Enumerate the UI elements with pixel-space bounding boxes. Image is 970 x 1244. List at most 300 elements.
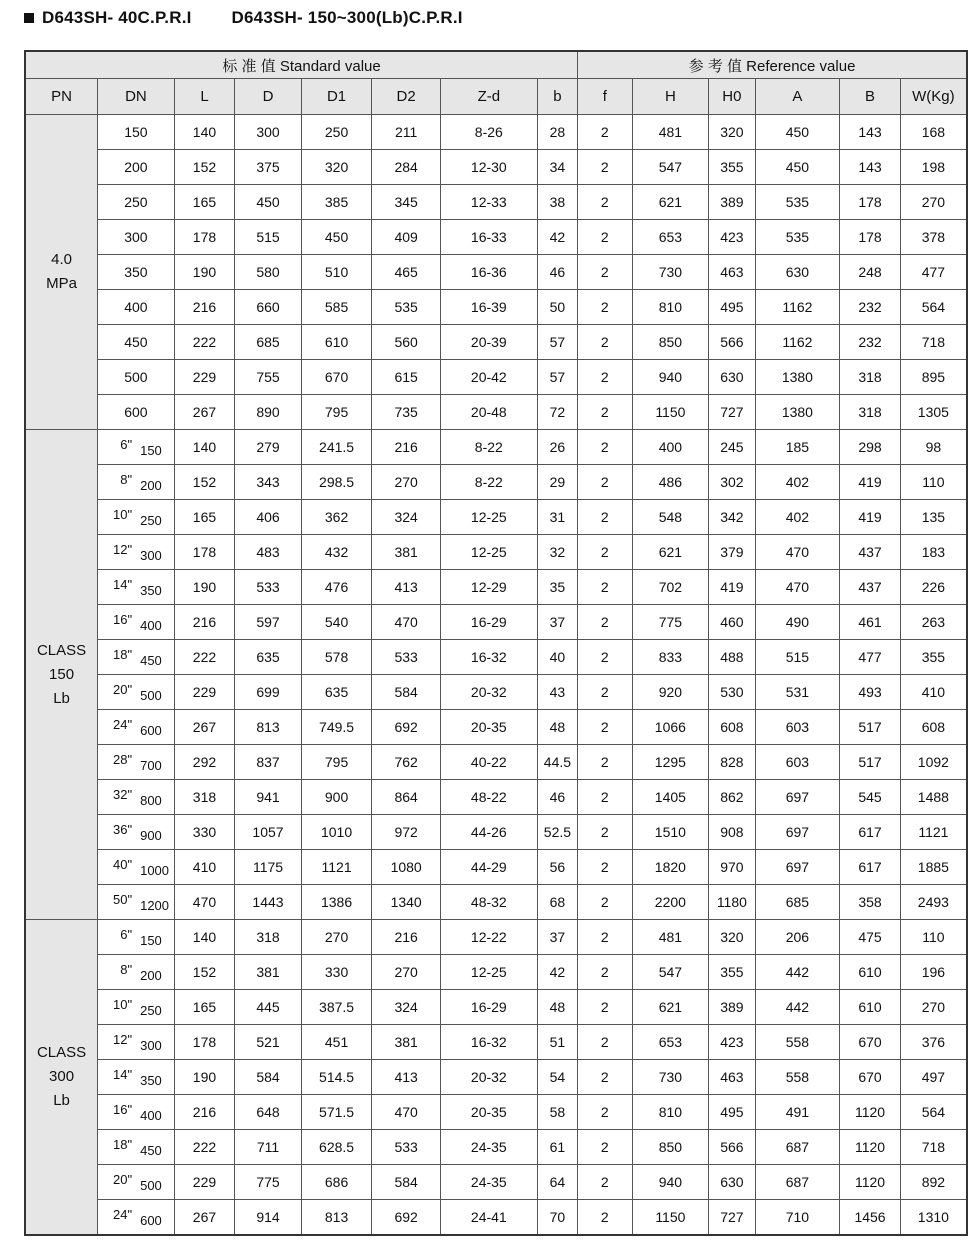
cell-d2: 381 xyxy=(372,1025,441,1060)
cell-h: 1820 xyxy=(632,850,709,885)
cell-d2: 413 xyxy=(372,570,441,605)
cell-b-ref: 143 xyxy=(840,115,901,150)
cell-f: 2 xyxy=(578,185,632,220)
cell-d: 711 xyxy=(235,1130,302,1165)
table-row xyxy=(25,150,967,185)
cell-d1: 628.5 xyxy=(301,1130,372,1165)
cell-zd: 16-29 xyxy=(440,605,537,640)
cell-a: 558 xyxy=(755,1025,840,1060)
cell-b: 40 xyxy=(537,640,577,675)
table-row xyxy=(25,570,967,605)
cell-weight: 1305 xyxy=(900,395,967,430)
cell-f: 2 xyxy=(578,430,632,465)
cell-h: 810 xyxy=(632,1095,709,1130)
cell-d: 584 xyxy=(235,1060,302,1095)
cell-b: 26 xyxy=(537,430,577,465)
dn-mm-value: 250 xyxy=(124,194,148,210)
cell-f: 2 xyxy=(578,1200,632,1236)
cell-weight: 270 xyxy=(900,185,967,220)
col-header-f: f xyxy=(578,79,632,115)
pn-cell xyxy=(25,115,98,430)
cell-a: 515 xyxy=(755,640,840,675)
pn-cell xyxy=(25,430,98,920)
cell-l: 267 xyxy=(174,395,235,430)
cell-h0: 1180 xyxy=(709,885,755,920)
cell-b: 38 xyxy=(537,185,577,220)
cell-l: 229 xyxy=(174,360,235,395)
cell-a: 450 xyxy=(755,150,840,185)
cell-l: 216 xyxy=(174,1095,235,1130)
dn-cell xyxy=(98,150,175,185)
cell-a: 603 xyxy=(755,745,840,780)
cell-zd: 20-32 xyxy=(440,675,537,710)
cell-b: 29 xyxy=(537,465,577,500)
cell-d1: 571.5 xyxy=(301,1095,372,1130)
table-row xyxy=(25,710,967,745)
table-row xyxy=(25,1130,967,1165)
col-header-d: D xyxy=(235,79,302,115)
dn-mm-value: 800 xyxy=(140,792,162,808)
pn-label-line: Lb xyxy=(53,689,70,707)
bullet-square-icon xyxy=(24,13,34,23)
cell-a: 710 xyxy=(755,1200,840,1236)
table-row xyxy=(25,780,967,815)
table-row xyxy=(25,290,967,325)
cell-f: 2 xyxy=(578,150,632,185)
cell-zd: 16-33 xyxy=(440,220,537,255)
cell-d: 483 xyxy=(235,535,302,570)
cell-b-ref: 517 xyxy=(840,745,901,780)
cell-a: 185 xyxy=(755,430,840,465)
cell-zd: 12-25 xyxy=(440,500,537,535)
dn-cell xyxy=(98,535,175,570)
dn-cell xyxy=(98,255,175,290)
table-row xyxy=(25,360,967,395)
cell-l: 190 xyxy=(174,1060,235,1095)
cell-d: 406 xyxy=(235,500,302,535)
dn-mm-value: 300 xyxy=(140,1037,162,1053)
cell-b: 37 xyxy=(537,920,577,955)
cell-d2: 584 xyxy=(372,675,441,710)
dn-cell xyxy=(98,395,175,430)
cell-weight: 2493 xyxy=(900,885,967,920)
dn-mm-value: 350 xyxy=(124,264,148,280)
cell-b-ref: 1120 xyxy=(840,1130,901,1165)
dn-cell xyxy=(98,290,175,325)
cell-d2: 972 xyxy=(372,815,441,850)
dn-inch-value: 18" xyxy=(113,646,133,662)
cell-a: 558 xyxy=(755,1060,840,1095)
cell-weight: 564 xyxy=(900,290,967,325)
cell-h: 1510 xyxy=(632,815,709,850)
cell-zd: 16-39 xyxy=(440,290,537,325)
dn-inch-value: 12" xyxy=(113,1031,133,1047)
cell-f: 2 xyxy=(578,325,632,360)
cell-d2: 533 xyxy=(372,640,441,675)
cell-d2: 270 xyxy=(372,955,441,990)
cell-b: 37 xyxy=(537,605,577,640)
cell-h0: 530 xyxy=(709,675,755,710)
col-header-dn: DN xyxy=(98,79,175,115)
cell-zd: 12-22 xyxy=(440,920,537,955)
table-row xyxy=(25,220,967,255)
cell-weight: 168 xyxy=(900,115,967,150)
dn-mm-value: 250 xyxy=(140,512,162,528)
page-title xyxy=(24,6,463,30)
cell-a: 630 xyxy=(755,255,840,290)
cell-f: 2 xyxy=(578,115,632,150)
col-header-d2: D2 xyxy=(372,79,441,115)
cell-weight: 98 xyxy=(900,430,967,465)
cell-zd: 12-25 xyxy=(440,535,537,570)
cell-h: 400 xyxy=(632,430,709,465)
cell-d2: 465 xyxy=(372,255,441,290)
dn-mm-value: 450 xyxy=(140,652,162,668)
cell-weight: 263 xyxy=(900,605,967,640)
cell-b: 58 xyxy=(537,1095,577,1130)
dn-mm-value: 150 xyxy=(124,124,148,140)
cell-b: 57 xyxy=(537,325,577,360)
cell-zd: 48-22 xyxy=(440,780,537,815)
cell-d: 775 xyxy=(235,1165,302,1200)
cell-d1: 362 xyxy=(301,500,372,535)
cell-b: 31 xyxy=(537,500,577,535)
cell-a: 450 xyxy=(755,115,840,150)
cell-l: 140 xyxy=(174,920,235,955)
cell-f: 2 xyxy=(578,1025,632,1060)
dn-cell xyxy=(98,675,175,710)
cell-zd: 12-30 xyxy=(440,150,537,185)
dn-cell xyxy=(98,920,175,955)
cell-zd: 8-22 xyxy=(440,465,537,500)
dn-cell xyxy=(98,1060,175,1095)
cell-h: 486 xyxy=(632,465,709,500)
dn-inch-value: 24" xyxy=(113,1206,133,1222)
col-header-weight: W(Kg) xyxy=(900,79,967,115)
col-header-zd: Z-d xyxy=(440,79,537,115)
cell-b-ref: 318 xyxy=(840,395,901,430)
dn-inch-value: 20" xyxy=(113,1171,133,1187)
table-row xyxy=(25,255,967,290)
cell-l: 178 xyxy=(174,220,235,255)
dn-mm-value: 500 xyxy=(140,1177,162,1193)
cell-h: 548 xyxy=(632,500,709,535)
cell-a: 531 xyxy=(755,675,840,710)
cell-d1: 578 xyxy=(301,640,372,675)
cell-b-ref: 461 xyxy=(840,605,901,640)
cell-d: 837 xyxy=(235,745,302,780)
cell-weight: 1488 xyxy=(900,780,967,815)
dn-cell xyxy=(98,885,175,920)
spec-table xyxy=(24,50,968,1236)
cell-zd: 40-22 xyxy=(440,745,537,780)
cell-d1: 610 xyxy=(301,325,372,360)
cell-d1: 585 xyxy=(301,290,372,325)
cell-l: 165 xyxy=(174,990,235,1025)
cell-weight: 110 xyxy=(900,465,967,500)
cell-d1: 900 xyxy=(301,780,372,815)
cell-f: 2 xyxy=(578,745,632,780)
cell-weight: 270 xyxy=(900,990,967,1025)
cell-d2: 470 xyxy=(372,1095,441,1130)
cell-b-ref: 610 xyxy=(840,955,901,990)
cell-d1: 241.5 xyxy=(301,430,372,465)
cell-b-ref: 358 xyxy=(840,885,901,920)
pn-label-line: 150 xyxy=(49,665,75,683)
cell-weight: 895 xyxy=(900,360,967,395)
cell-zd: 16-32 xyxy=(440,1025,537,1060)
table-row xyxy=(25,815,967,850)
cell-b: 51 xyxy=(537,1025,577,1060)
cell-h: 940 xyxy=(632,1165,709,1200)
cell-d1: 450 xyxy=(301,220,372,255)
cell-b: 50 xyxy=(537,290,577,325)
cell-l: 140 xyxy=(174,115,235,150)
cell-d2: 584 xyxy=(372,1165,441,1200)
cell-d2: 470 xyxy=(372,605,441,640)
cell-b: 61 xyxy=(537,1130,577,1165)
table-row xyxy=(25,465,967,500)
cell-d2: 1080 xyxy=(372,850,441,885)
cell-b-ref: 248 xyxy=(840,255,901,290)
dn-cell xyxy=(98,640,175,675)
cell-b-ref: 298 xyxy=(840,430,901,465)
dn-inch-value: 12" xyxy=(113,541,133,557)
dn-cell xyxy=(98,1130,175,1165)
cell-f: 2 xyxy=(578,955,632,990)
cell-b: 44.5 xyxy=(537,745,577,780)
cell-b: 32 xyxy=(537,535,577,570)
dn-cell xyxy=(98,1165,175,1200)
col-header-b: b xyxy=(537,79,577,115)
cell-h0: 727 xyxy=(709,1200,755,1236)
dn-mm-value: 400 xyxy=(140,1107,162,1123)
cell-d2: 324 xyxy=(372,500,441,535)
cell-l: 267 xyxy=(174,710,235,745)
cell-h0: 355 xyxy=(709,955,755,990)
cell-d: 445 xyxy=(235,990,302,1025)
cell-weight: 1310 xyxy=(900,1200,967,1236)
cell-b: 42 xyxy=(537,220,577,255)
cell-b: 46 xyxy=(537,255,577,290)
cell-d2: 211 xyxy=(372,115,441,150)
cell-l: 152 xyxy=(174,150,235,185)
cell-d: 381 xyxy=(235,955,302,990)
cell-h: 621 xyxy=(632,535,709,570)
dn-mm-value: 900 xyxy=(140,827,162,843)
table-row xyxy=(25,325,967,360)
cell-d: 699 xyxy=(235,675,302,710)
cell-d2: 762 xyxy=(372,745,441,780)
cell-weight: 1885 xyxy=(900,850,967,885)
cell-h: 850 xyxy=(632,1130,709,1165)
cell-f: 2 xyxy=(578,535,632,570)
cell-d2: 413 xyxy=(372,1060,441,1095)
cell-b-ref: 517 xyxy=(840,710,901,745)
cell-b-ref: 437 xyxy=(840,570,901,605)
cell-zd: 16-32 xyxy=(440,640,537,675)
dn-cell xyxy=(98,605,175,640)
cell-b: 34 xyxy=(537,150,577,185)
cell-f: 2 xyxy=(578,220,632,255)
cell-zd: 20-42 xyxy=(440,360,537,395)
cell-f: 2 xyxy=(578,850,632,885)
cell-d: 279 xyxy=(235,430,302,465)
cell-b-ref: 1120 xyxy=(840,1095,901,1130)
dn-mm-value: 600 xyxy=(124,404,148,420)
cell-a: 1380 xyxy=(755,360,840,395)
cell-zd: 20-35 xyxy=(440,710,537,745)
cell-b-ref: 178 xyxy=(840,185,901,220)
cell-d: 375 xyxy=(235,150,302,185)
cell-d: 1057 xyxy=(235,815,302,850)
cell-d1: 514.5 xyxy=(301,1060,372,1095)
cell-h0: 862 xyxy=(709,780,755,815)
table-row xyxy=(25,955,967,990)
cell-d2: 560 xyxy=(372,325,441,360)
cell-d2: 409 xyxy=(372,220,441,255)
cell-h: 1150 xyxy=(632,1200,709,1236)
cell-b: 54 xyxy=(537,1060,577,1095)
cell-f: 2 xyxy=(578,640,632,675)
table-row xyxy=(25,675,967,710)
cell-l: 190 xyxy=(174,255,235,290)
cell-h: 547 xyxy=(632,955,709,990)
cell-f: 2 xyxy=(578,605,632,640)
cell-d2: 864 xyxy=(372,780,441,815)
cell-d1: 670 xyxy=(301,360,372,395)
table-row xyxy=(25,920,967,955)
dn-inch-value: 20" xyxy=(113,681,133,697)
dn-mm-value: 350 xyxy=(140,1072,162,1088)
cell-h: 621 xyxy=(632,185,709,220)
cell-b-ref: 617 xyxy=(840,815,901,850)
dn-inch-value: 6" xyxy=(120,926,133,942)
cell-weight: 1121 xyxy=(900,815,967,850)
cell-d1: 476 xyxy=(301,570,372,605)
cell-h0: 488 xyxy=(709,640,755,675)
pn-label-line: CLASS xyxy=(36,641,87,659)
cell-h0: 566 xyxy=(709,1130,755,1165)
dn-cell xyxy=(98,815,175,850)
cell-weight: 718 xyxy=(900,325,967,360)
cell-d1: 298.5 xyxy=(301,465,372,500)
cell-h0: 423 xyxy=(709,220,755,255)
cell-weight: 196 xyxy=(900,955,967,990)
cell-d1: 686 xyxy=(301,1165,372,1200)
cell-f: 2 xyxy=(578,1130,632,1165)
cell-a: 697 xyxy=(755,815,840,850)
cell-d1: 635 xyxy=(301,675,372,710)
cell-h: 481 xyxy=(632,920,709,955)
table-row xyxy=(25,1025,967,1060)
cell-h0: 460 xyxy=(709,605,755,640)
cell-b: 46 xyxy=(537,780,577,815)
table-row xyxy=(25,395,967,430)
cell-d: 813 xyxy=(235,710,302,745)
cell-f: 2 xyxy=(578,780,632,815)
dn-mm-value: 350 xyxy=(140,582,162,598)
dn-cell xyxy=(98,115,175,150)
cell-b: 64 xyxy=(537,1165,577,1200)
cell-d: 597 xyxy=(235,605,302,640)
cell-l: 229 xyxy=(174,1165,235,1200)
cell-l: 410 xyxy=(174,850,235,885)
dn-inch-value: 40" xyxy=(113,856,133,872)
cell-l: 152 xyxy=(174,465,235,500)
spec-table-body xyxy=(25,115,967,1236)
cell-l: 330 xyxy=(174,815,235,850)
cell-f: 2 xyxy=(578,885,632,920)
cell-a: 685 xyxy=(755,885,840,920)
cell-d: 755 xyxy=(235,360,302,395)
table-row xyxy=(25,1165,967,1200)
cell-a: 687 xyxy=(755,1165,840,1200)
cell-zd: 24-35 xyxy=(440,1165,537,1200)
table-row xyxy=(25,885,967,920)
table-row xyxy=(25,605,967,640)
cell-d2: 692 xyxy=(372,710,441,745)
cell-b-ref: 318 xyxy=(840,360,901,395)
cell-a: 470 xyxy=(755,570,840,605)
cell-h0: 608 xyxy=(709,710,755,745)
dn-inch-value: 32" xyxy=(113,786,133,802)
dn-mm-value: 250 xyxy=(140,1002,162,1018)
cell-h0: 630 xyxy=(709,1165,755,1200)
cell-l: 292 xyxy=(174,745,235,780)
dn-inch-value: 8" xyxy=(120,961,133,977)
col-header-pn: PN xyxy=(25,79,98,115)
cell-d2: 270 xyxy=(372,465,441,500)
cell-h0: 302 xyxy=(709,465,755,500)
cell-b: 70 xyxy=(537,1200,577,1236)
cell-d: 660 xyxy=(235,290,302,325)
cell-d1: 795 xyxy=(301,745,372,780)
cell-d1: 1386 xyxy=(301,885,372,920)
cell-d: 521 xyxy=(235,1025,302,1060)
cell-b-ref: 232 xyxy=(840,325,901,360)
cell-zd: 8-26 xyxy=(440,115,537,150)
cell-a: 603 xyxy=(755,710,840,745)
title-right: D643SH- 150~300(Lb)C.P.R.I xyxy=(231,8,463,27)
cell-b-ref: 545 xyxy=(840,780,901,815)
dn-mm-value: 200 xyxy=(140,477,162,493)
cell-b-ref: 610 xyxy=(840,990,901,1025)
cell-f: 2 xyxy=(578,255,632,290)
dn-inch-value: 18" xyxy=(113,1136,133,1152)
cell-d2: 324 xyxy=(372,990,441,1025)
cell-b: 28 xyxy=(537,115,577,150)
cell-a: 402 xyxy=(755,465,840,500)
cell-b-ref: 178 xyxy=(840,220,901,255)
cell-d: 343 xyxy=(235,465,302,500)
cell-l: 267 xyxy=(174,1200,235,1236)
cell-h: 653 xyxy=(632,1025,709,1060)
dn-cell xyxy=(98,1095,175,1130)
cell-f: 2 xyxy=(578,710,632,745)
reference-value-header: 参 考 值 Reference value xyxy=(578,51,967,79)
cell-f: 2 xyxy=(578,465,632,500)
cell-b: 35 xyxy=(537,570,577,605)
dn-inch-value: 36" xyxy=(113,821,133,837)
cell-weight: 718 xyxy=(900,1130,967,1165)
cell-h0: 379 xyxy=(709,535,755,570)
cell-l: 152 xyxy=(174,955,235,990)
cell-b: 68 xyxy=(537,885,577,920)
pn-cell xyxy=(25,920,98,1236)
cell-d1: 330 xyxy=(301,955,372,990)
dn-mm-value: 300 xyxy=(124,229,148,245)
